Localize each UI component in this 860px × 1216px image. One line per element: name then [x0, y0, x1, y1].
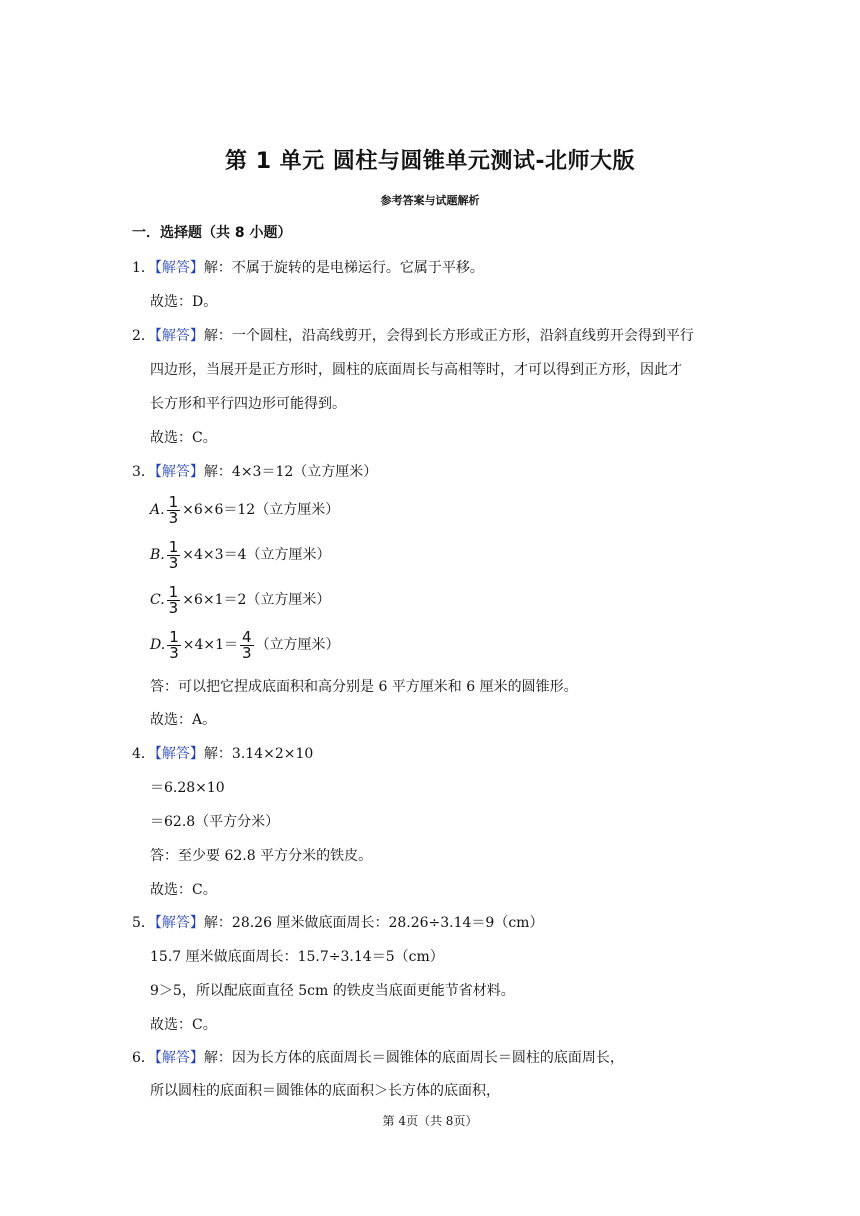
- answer-tag: 【解答】: [154, 260, 204, 276]
- fraction: $\frac{1}{3}$: [168, 582, 179, 617]
- question-4-answer: 答：至少要 62.8 平方分米的铁皮。: [150, 848, 373, 864]
- question-text: 解：3.14×2×10: [203, 746, 314, 762]
- question-5-line-3: 9＞5，所以配底面直径 5cm 的铁皮当底面更能节省材料。: [150, 983, 515, 999]
- fraction: $\frac{1}{3}$: [169, 627, 179, 662]
- question-1: [132, 258, 484, 278]
- question-number: 2．: [132, 328, 155, 344]
- answer-tag: 【解答】: [154, 915, 204, 931]
- fraction: $\frac{1}{3}$: [168, 537, 179, 572]
- option-d: [150, 629, 340, 661]
- question-2-choice: 故选：C。: [150, 430, 217, 446]
- question-3-answer: 答：可以把它捏成底面积和高分别是 6 平方厘米和 6 厘米的圆锥形。: [150, 679, 578, 695]
- question-3-choice: 故选：A。: [150, 712, 217, 728]
- fraction: $\frac{1}{3}$: [168, 492, 179, 527]
- option-text: ×6×6＝12（立方厘米）: [182, 502, 340, 518]
- question-6: [132, 1048, 624, 1068]
- question-number: 5．: [132, 915, 155, 931]
- question-4: [132, 744, 313, 764]
- question-2: [132, 326, 694, 346]
- option-c: [150, 584, 330, 616]
- page-subtitle: 参考答案与试题解析: [380, 194, 480, 207]
- answer-tag: 【解答】: [154, 746, 204, 762]
- question-text: 解：28.26 厘米做底面周长：28.26÷3.14＝9（cm）: [203, 915, 544, 931]
- question-2-line-3: 长方形和平行四边形可能得到。: [150, 396, 346, 412]
- option-text: ×4×1＝: [182, 637, 239, 653]
- question-text: 解：因为长方体的底面周长＝圆锥体的底面周长＝圆柱的底面周长，: [203, 1050, 624, 1066]
- option-letter: A.: [150, 502, 165, 518]
- question-5: [132, 913, 543, 933]
- question-number: 1．: [132, 260, 155, 276]
- option-text: ×4×3＝4（立方厘米）: [182, 547, 331, 563]
- question-6-line-2: 所以圆柱的底面积＝圆锥体的底面积＞长方体的底面积，: [150, 1083, 500, 1099]
- question-3: [132, 462, 377, 482]
- option-letter: B.: [150, 547, 165, 563]
- page-footer: 第 4页（共 8页）: [382, 1114, 478, 1128]
- question-5-choice: 故选：C。: [150, 1017, 217, 1033]
- option-text: ×6×1＝2（立方厘米）: [182, 592, 331, 608]
- question-4-choice: 故选：C。: [150, 882, 217, 898]
- option-letter: C.: [150, 592, 165, 608]
- question-number: 3．: [132, 464, 155, 480]
- answer-tag: 【解答】: [154, 1050, 204, 1066]
- option-unit: （立方厘米）: [255, 637, 340, 653]
- question-number: 4．: [132, 746, 155, 762]
- page-title: 第 1 单元 圆柱与圆锥单元测试-北师大版: [225, 149, 635, 174]
- fraction: $\frac{4}{3}$: [242, 627, 252, 662]
- answer-tag: 【解答】: [154, 328, 204, 344]
- answer-tag: 【解答】: [154, 464, 204, 480]
- question-text: 解：不属于旋转的是电梯运行。它属于平移。: [203, 260, 484, 276]
- question-4-step-2: ＝6.28×10: [150, 780, 225, 796]
- option-b: [150, 539, 330, 571]
- question-1-choice: 故选：D。: [150, 294, 218, 310]
- question-text: 解：一个圆柱，沿高线剪开，会得到长方形或正方形，沿斜直线剪开会得到平行: [203, 328, 694, 344]
- question-number: 6．: [132, 1050, 155, 1066]
- section-heading: 一．选择题（共 8 小题）: [132, 225, 292, 241]
- question-4-step-3: ＝62.8（平方分米）: [150, 814, 280, 830]
- option-letter: D.: [150, 637, 166, 653]
- option-a: [150, 494, 339, 526]
- question-text: 解：4×3＝12（立方厘米）: [203, 464, 378, 480]
- question-5-line-2: 15.7 厘米做底面周长：15.7÷3.14＝5（cm）: [150, 949, 444, 965]
- question-2-line-2: 四边形，当展开是正方形时，圆柱的底面周长与高相等时，才可以得到正方形，因此才: [150, 362, 682, 378]
